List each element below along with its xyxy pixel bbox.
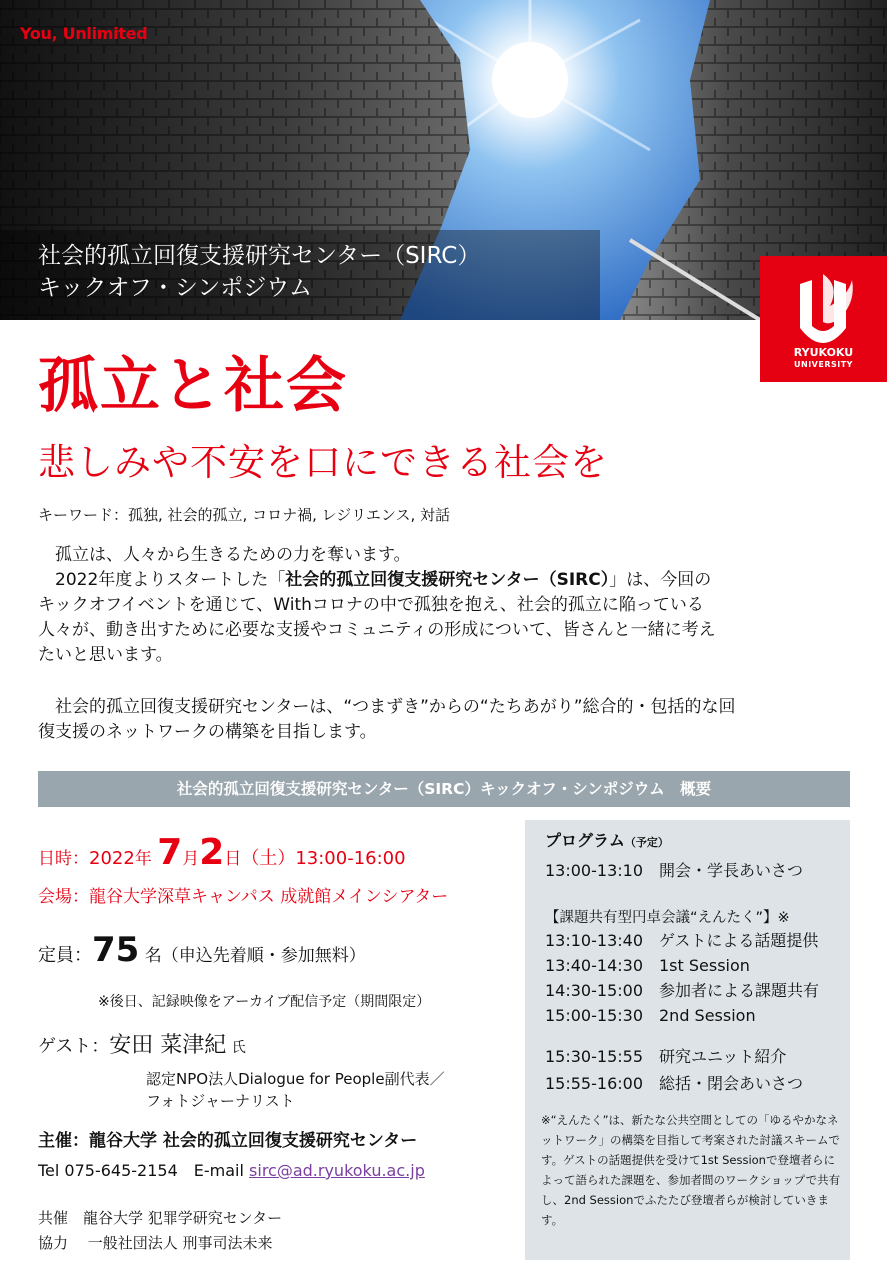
program-item: 13:40-14:30 1st Session: [545, 956, 750, 975]
subtitle: 悲しみや不安を口にできる社会を: [38, 441, 608, 484]
date-weekday-time: （土）13:00-16:00: [241, 848, 406, 869]
guest: [38, 1028, 246, 1059]
intro-line: キックオフイベントを通じて、Withコロナの中で孤独を抱え、社会的孤立に陥っている: [38, 595, 704, 615]
intro-text-fragment: 」は、今回の: [609, 570, 712, 590]
intro-text: [38, 543, 853, 745]
intro-line: たいと思います。: [38, 645, 173, 665]
intro-line: 復支援のネットワークの構築を目指します。: [38, 722, 377, 742]
cohost: 共催 龍谷大学 犯罪学研究センター: [38, 1209, 283, 1227]
date-day: 2: [199, 832, 225, 873]
capacity-label: 定員：: [38, 945, 92, 966]
event-venue: 会場：龍谷大学深草キャンパス 成就館メインシアター: [38, 887, 449, 907]
program-box: [525, 820, 850, 1260]
logo-text-line2: UNIVERSITY: [794, 360, 853, 369]
cooperation: 協力 一般社団法人 刑事司法未来: [38, 1234, 273, 1252]
guest-title-line1: 認定NPO法人Dialogue for People副代表／: [146, 1070, 445, 1088]
guest-title-line2: フォトジャーナリスト: [146, 1092, 295, 1110]
intro-line: 人々が、動き出すために必要な支援やコミュニティの形成について、皆さんと一緒に考え: [38, 620, 716, 640]
contact-tel: Tel 075-645-2154 E-mail: [38, 1161, 250, 1180]
intro-line: 社会的孤立回復支援研究センターは、“つまずき”からの“たちあがり”総合的・包括的な回: [55, 697, 736, 717]
center-name-bold: 社会的孤立回復支援研究センター（SIRC）: [285, 570, 610, 590]
program-heading-text: プログラム: [545, 831, 625, 850]
program-item: 13:00-13:10 開会・学長あいさつ: [545, 861, 803, 880]
contact: [38, 1158, 425, 1181]
guest-name: 安田 菜津紀: [109, 1033, 227, 1058]
date-year: 2022: [89, 848, 135, 869]
program-heading: [545, 828, 669, 851]
tagline: You, Unlimited: [20, 24, 148, 43]
organizer: 主催：龍谷大学 社会的孤立回復支援研究センター: [38, 1131, 418, 1151]
date-day-unit: 日: [224, 849, 242, 869]
date-month-unit: 月: [182, 849, 200, 869]
program-item: 15:55-16:00 総括・閉会あいさつ: [545, 1074, 803, 1093]
keywords: キーワード：孤独, 社会的孤立, コロナ禍, レジリエンス, 対話: [38, 506, 451, 524]
date-month: 7: [157, 832, 183, 873]
event-date: [38, 832, 406, 873]
date-label: 日時：: [38, 849, 89, 869]
program-heading-note: （予定）: [624, 836, 669, 849]
guest-honorific: 氏: [231, 1040, 246, 1056]
flame-emblem-icon: [760, 266, 887, 356]
program-item: 15:30-15:55 研究ユニット紹介: [545, 1047, 787, 1066]
intro-text-fragment: 2022年度よりスタートした「: [55, 570, 286, 590]
email-link[interactable]: sirc@ad.ryukoku.ac.jp: [249, 1161, 425, 1180]
event-capacity: [38, 930, 366, 970]
date-year-unit: 年: [134, 849, 152, 869]
ryukoku-university-logo: [760, 256, 887, 382]
overview-banner: 社会的孤立回復支援研究センター（SIRC）キックオフ・シンポジウム 概要: [38, 771, 850, 807]
program-item: 13:10-13:40 ゲストによる話題提供: [545, 931, 819, 950]
archive-note: ※後日、記録映像をアーカイブ配信予定（期間限定）: [98, 994, 431, 1010]
capacity-unit: 名（申込先着順・参加無料）: [144, 946, 366, 966]
capacity-number: 75: [92, 930, 140, 970]
program-item: 14:30-15:00 参加者による課題共有: [545, 981, 819, 1000]
program-item: 【課題共有型円卓会議“えんたく”】※: [545, 910, 790, 926]
event-series-title: [38, 240, 480, 304]
program-item: 15:00-15:30 2nd Session: [545, 1006, 756, 1025]
hero-image: [0, 0, 887, 320]
guest-label: ゲスト：: [38, 1036, 110, 1057]
intro-line: 孤立は、人々から生きるための力を奪います。: [55, 545, 411, 565]
program-note: ※“えんたく”は、新たな公共空間としての「ゆるやかなネットワーク」の構築を目指して考案された討議スキームです。ゲストの話題提供を受けて1st Sessionで登壇者らによって語られた課題を、参加者間のワークショップで共有し、2nd Sessionでふたたび登壇者らが検討していきます。: [541, 1113, 841, 1227]
event-series-title-line2: キックオフ・シンポジウム: [38, 275, 313, 301]
main-title: 孤立と社会: [38, 351, 348, 421]
logo-text-line1: RYUKOKU: [793, 346, 854, 359]
intro-line: [38, 568, 853, 593]
event-series-title-line1: 社会的孤立回復支援研究センター（SIRC）: [38, 243, 481, 269]
